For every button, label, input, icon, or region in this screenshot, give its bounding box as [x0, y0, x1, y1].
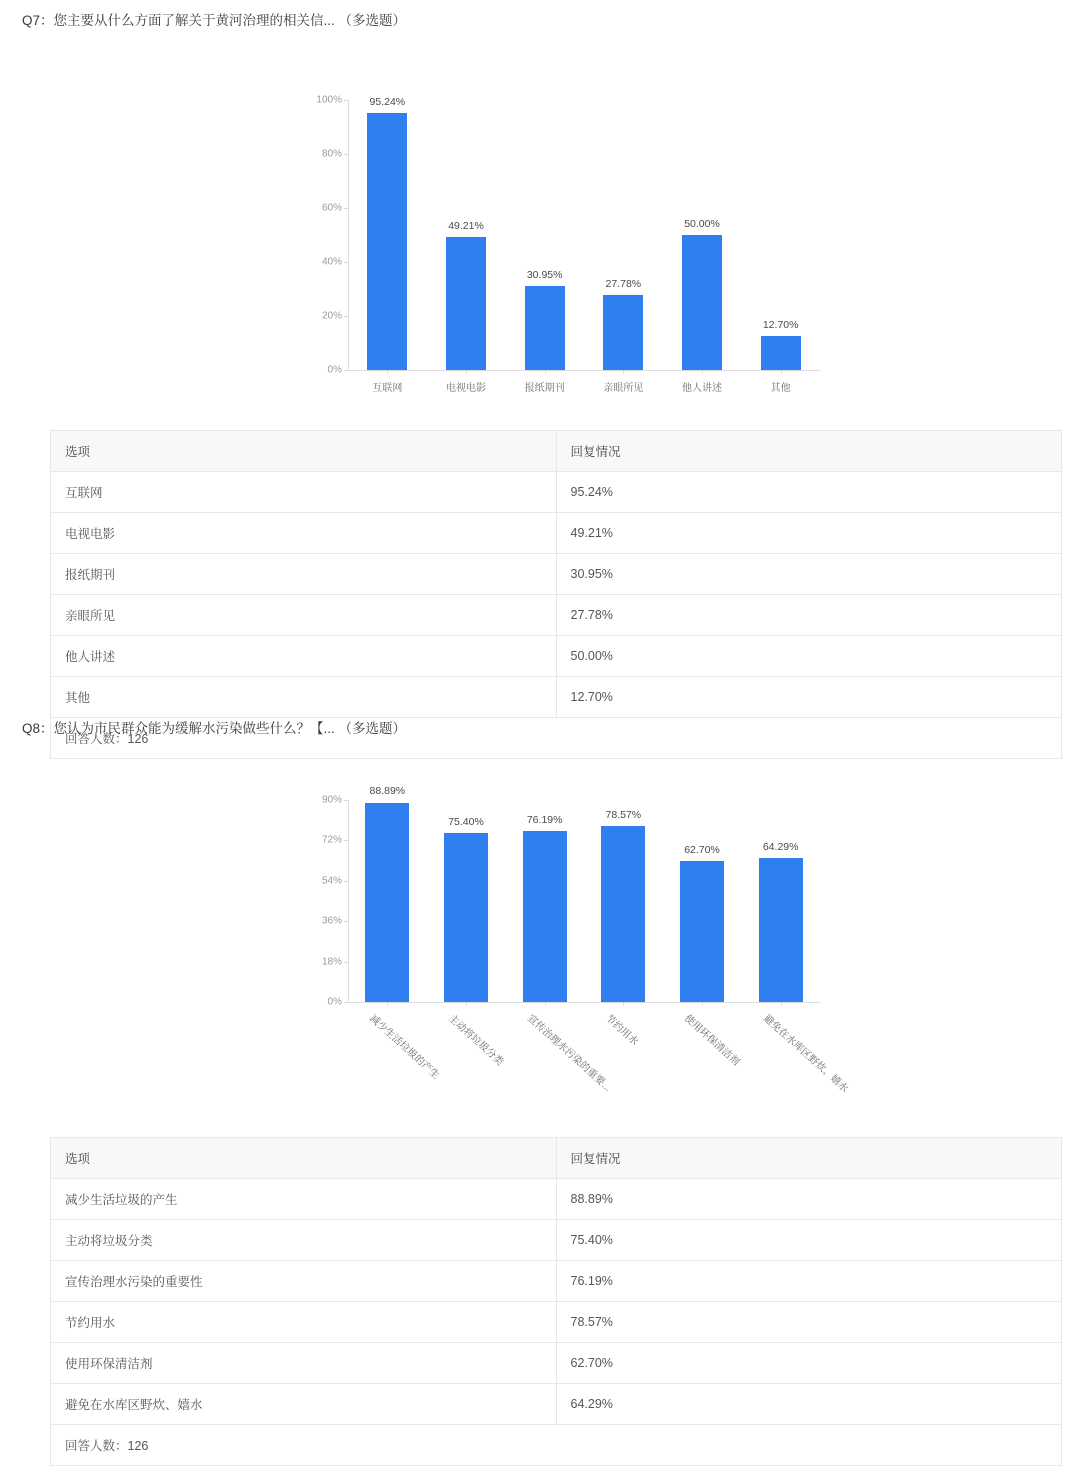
- y-axis-tick: [344, 962, 348, 963]
- question-title-q8: Q8：您认为市民群众能为缓解水污染做些什么？【... （多选题）: [22, 721, 407, 736]
- y-axis-tick: [344, 100, 348, 101]
- bar-value-label: 76.19%: [526, 813, 563, 826]
- bar-value-label: 95.24%: [369, 95, 406, 108]
- table-cell-option: 宣传治理水污染的重要性: [51, 1261, 557, 1302]
- x-axis-category-label: 报纸期刊: [524, 383, 565, 394]
- bar: [682, 235, 722, 370]
- bar: [601, 826, 645, 1002]
- table-wrap-q8: [0, 1137, 1080, 1466]
- bar-value-label: 88.89%: [369, 785, 406, 798]
- table-cell-response: 27.78%: [556, 595, 1062, 636]
- x-axis-category-label: 使用环保清洁剂: [681, 1012, 742, 1068]
- y-axis-tick: [344, 800, 348, 801]
- table-total-row: [51, 1425, 1062, 1466]
- table-cell-option: 避免在水库区野炊、嬉水: [51, 1384, 557, 1425]
- table-row: [51, 1220, 1062, 1261]
- table-cell-response: 76.19%: [556, 1261, 1062, 1302]
- table-cell-response: 88.89%: [556, 1179, 1062, 1220]
- bar-value-label: 27.78%: [605, 277, 642, 290]
- table-cell-response: 62.70%: [556, 1343, 1062, 1384]
- y-axis-tick-label: 100%: [316, 94, 342, 106]
- table-cell-response: 78.57%: [556, 1302, 1062, 1343]
- table-row: [51, 595, 1062, 636]
- table-cell-response: 75.40%: [556, 1220, 1062, 1261]
- x-axis-tick: [781, 1002, 782, 1006]
- bar-value-label: 64.29%: [762, 840, 799, 853]
- table-cell-option: 节约用水: [51, 1302, 557, 1343]
- y-axis-tick: [344, 154, 348, 155]
- x-axis-tick: [702, 1002, 703, 1006]
- table-cell-response: 95.24%: [556, 472, 1062, 513]
- y-axis-tick-label: 20%: [321, 310, 342, 322]
- y-axis-tick: [344, 881, 348, 882]
- table-row: [51, 1179, 1062, 1220]
- table-cell-response: 49.21%: [556, 513, 1062, 554]
- x-axis-category-label: 亲眼所见: [603, 383, 644, 394]
- respondent-count: 回答人数：126: [51, 1425, 1062, 1466]
- table-row: [51, 513, 1062, 554]
- x-axis-tick: [545, 1002, 546, 1006]
- bar: [367, 113, 407, 370]
- bar: [761, 336, 801, 370]
- bar-value-label: 78.57%: [605, 808, 642, 821]
- table-row: [51, 636, 1062, 677]
- y-axis-tick: [344, 921, 348, 922]
- bar-value-label: 49.21%: [448, 220, 484, 233]
- table-cell-response: 50.00%: [556, 636, 1062, 677]
- y-axis-tick-label: 40%: [321, 256, 342, 268]
- x-axis-category-label: 避免在水库区野炊、嬉水: [760, 1012, 850, 1095]
- x-axis-category-label: 节约用水: [603, 1012, 641, 1048]
- y-axis-tick: [344, 208, 348, 209]
- x-axis-tick: [545, 370, 546, 374]
- bar: [446, 237, 486, 370]
- x-axis-tick: [387, 370, 388, 374]
- bar-value-label: 30.95%: [526, 269, 563, 282]
- respondent-count: 回答人数：126: [51, 718, 1062, 759]
- bar-value-label: 50.00%: [684, 218, 720, 230]
- table-header-response: 回复情况: [556, 431, 1062, 472]
- y-axis-tick: [344, 370, 348, 371]
- table-row: [51, 1384, 1062, 1425]
- x-axis-category-label: 互联网: [372, 383, 403, 394]
- table-row: [51, 472, 1062, 513]
- table-cell-response: 12.70%: [556, 677, 1062, 718]
- x-axis-category-label: 主动将垃圾分类: [445, 1012, 506, 1068]
- y-axis-tick-label: 72%: [321, 834, 342, 846]
- x-axis-tick: [781, 370, 782, 374]
- bar: [365, 803, 409, 1003]
- table-cell-option: 电视电影: [51, 513, 557, 554]
- y-axis-tick-label: 0%: [327, 364, 342, 376]
- results-table-q8: [50, 1137, 1062, 1466]
- table-cell-option: 互联网: [51, 472, 557, 513]
- x-axis-category-label: 电视电影: [446, 383, 486, 394]
- y-axis-line: [348, 800, 349, 1002]
- table-row: [51, 1343, 1062, 1384]
- bar: [525, 286, 565, 370]
- table-cell-response: 64.29%: [556, 1384, 1062, 1425]
- results-table-q7: [50, 430, 1062, 759]
- table-header-option: 选项: [51, 1138, 557, 1179]
- table-row: [51, 1261, 1062, 1302]
- bar-chart-q8: [300, 778, 850, 1095]
- bar-value-label: 12.70%: [762, 318, 799, 331]
- bar-value-label: 75.40%: [448, 815, 484, 828]
- bar-chart-q7: [300, 78, 840, 394]
- x-axis-line: [348, 370, 820, 371]
- y-axis-tick: [344, 840, 348, 841]
- page-title: Q7：您主要从什么方面了解关于黄河治理的相关信... （多选题）: [22, 13, 407, 28]
- table-cell-option: 其他: [51, 677, 557, 718]
- bar-value-label: 62.70%: [684, 844, 720, 857]
- table-wrap-q7: [0, 430, 1080, 759]
- y-axis-line: [348, 100, 349, 370]
- y-axis-tick: [344, 1002, 348, 1003]
- x-axis-category-label: 减少生活垃圾的产生: [367, 1012, 442, 1082]
- table-cell-option: 报纸期刊: [51, 554, 557, 595]
- table-header-row: [51, 1138, 1062, 1179]
- y-axis-tick: [344, 316, 348, 317]
- x-axis-tick: [623, 370, 624, 374]
- x-axis-category-label: 他人讲述: [682, 383, 722, 394]
- y-axis-tick-label: 60%: [321, 202, 342, 214]
- x-axis-tick: [466, 1002, 467, 1006]
- table-header-option: 选项: [51, 431, 557, 472]
- table-cell-option: 亲眼所见: [51, 595, 557, 636]
- x-axis-category-label: 宣传治理水污染的重要...: [524, 1012, 613, 1094]
- x-axis-category-label: 其他: [770, 383, 791, 394]
- table-cell-option: 他人讲述: [51, 636, 557, 677]
- x-axis-line: [348, 1002, 820, 1003]
- y-axis-tick-label: 36%: [321, 915, 342, 927]
- table-row: [51, 1302, 1062, 1343]
- y-axis-tick-label: 80%: [321, 148, 342, 160]
- x-axis-tick: [623, 1002, 624, 1006]
- table-cell-response: 30.95%: [556, 554, 1062, 595]
- table-cell-option: 使用环保清洁剂: [51, 1343, 557, 1384]
- table-header-response: 回复情况: [556, 1138, 1062, 1179]
- table-row: [51, 677, 1062, 718]
- x-axis-tick: [466, 370, 467, 374]
- bar: [603, 295, 643, 370]
- y-axis-tick-label: 54%: [321, 875, 342, 887]
- y-axis-tick-label: 90%: [321, 794, 342, 806]
- bar: [759, 858, 803, 1002]
- x-axis-tick: [702, 370, 703, 374]
- table-cell-option: 主动将垃圾分类: [51, 1220, 557, 1261]
- x-axis-tick: [387, 1002, 388, 1006]
- table-row: [51, 554, 1062, 595]
- bar: [680, 861, 724, 1002]
- table-header-row: [51, 431, 1062, 472]
- y-axis-tick-label: 0%: [327, 996, 342, 1008]
- y-axis-tick-label: 18%: [321, 956, 342, 968]
- bar: [444, 833, 488, 1002]
- y-axis-tick: [344, 262, 348, 263]
- table-cell-option: 减少生活垃圾的产生: [51, 1179, 557, 1220]
- bar: [523, 831, 567, 1002]
